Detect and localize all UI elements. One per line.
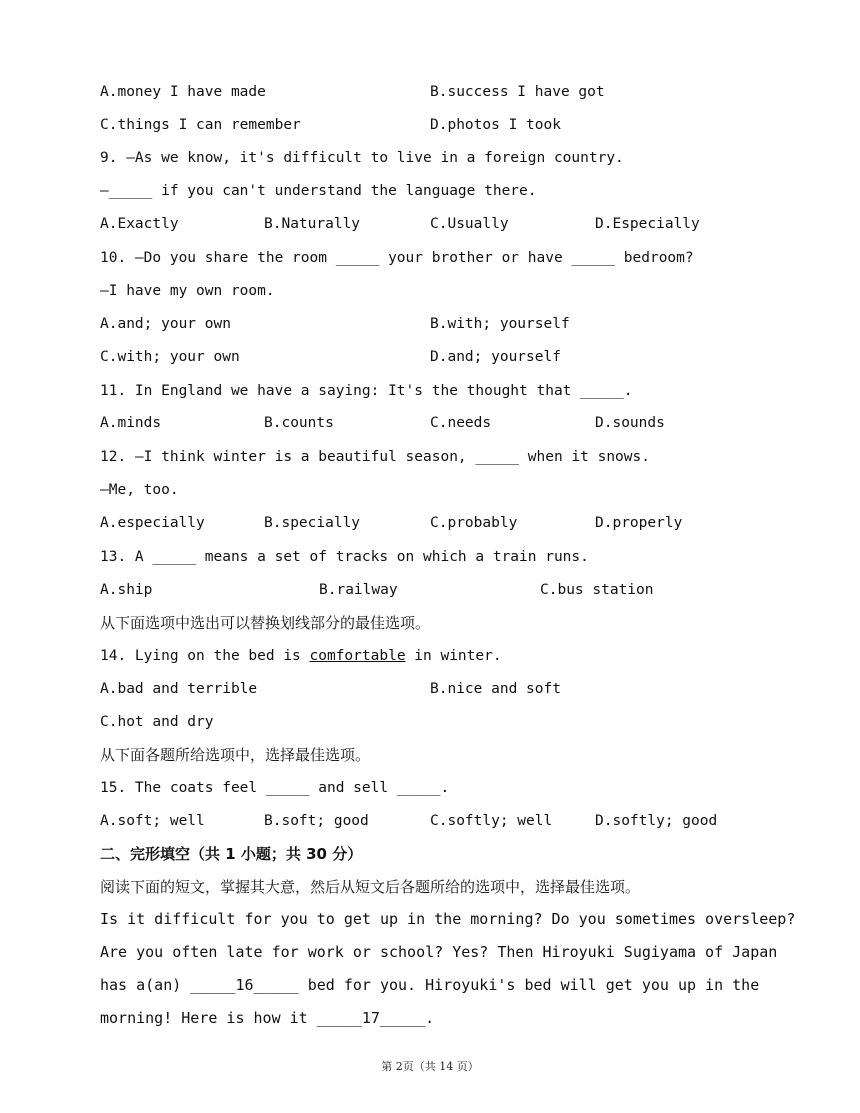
q14-underlined-word: comfortable xyxy=(309,648,406,664)
passage-line: morning! Here is how it _____17_____. xyxy=(100,1009,435,1027)
q14-suffix: in winter. xyxy=(405,648,502,664)
q15-option-a: A.soft; well xyxy=(100,813,205,829)
passage-line: Is it difficult for you to get up in the morning? Do you sometimes oversleep? xyxy=(100,910,796,928)
q8-option-a: A.money I have made xyxy=(100,84,266,100)
page-footer: 第 2页（共 14 页） xyxy=(381,1060,479,1073)
section-title-cloze: 二、完形填空（共 1 小题；共 30 分） xyxy=(100,845,363,863)
q10-option-c: C.with; your own xyxy=(100,349,240,365)
q11-option-a: A.minds xyxy=(100,415,162,431)
q15-option-b: B.soft; good xyxy=(264,813,369,829)
q11-option-d: D.sounds xyxy=(595,415,665,431)
q13-option-c: C.bus station xyxy=(540,582,654,598)
q10-option-a: A.and; your own xyxy=(100,316,231,332)
q9-option-b: B.Naturally xyxy=(264,216,361,232)
q8-option-d: D.photos I took xyxy=(430,117,561,133)
q10-option-b: B.with; yourself xyxy=(430,316,570,332)
q10-stem: 10. —Do you share the room _____ your brother or have _____ bedroom? xyxy=(100,250,694,266)
q11-option-c: C.needs xyxy=(430,415,492,431)
q15-option-d: D.softly; good xyxy=(595,813,718,829)
q9-stem: 9. —As we know, it's difficult to live in a foreign country. xyxy=(100,150,624,166)
q15-stem: 15. The coats feel _____ and sell _____. xyxy=(100,780,450,796)
q11-option-b: B.counts xyxy=(264,415,334,431)
q15-option-c: C.softly; well xyxy=(430,813,553,829)
q10-stem-response: —I have my own room. xyxy=(100,283,275,299)
q13-stem: 13. A _____ means a set of tracks on which a train runs. xyxy=(100,549,589,565)
q12-option-d: D.properly xyxy=(595,515,683,531)
q12-stem-response: —Me, too. xyxy=(100,482,179,498)
q9-option-c: C.Usually xyxy=(430,216,509,232)
q13-option-a: A.ship xyxy=(100,582,153,598)
q13-option-b: B.railway xyxy=(319,582,398,598)
instruction-cloze: 阅读下面的短文，掌握其大意，然后从短文后各题所给的选项中，选择最佳选项。 xyxy=(100,878,641,896)
q14-option-a: A.bad and terrible xyxy=(100,681,258,697)
q8-option-c: C.things I can remember xyxy=(100,117,301,133)
q14-option-c: C.hot and dry xyxy=(100,714,214,730)
q9-option-d: D.Especially xyxy=(595,216,700,232)
q14-option-b: B.nice and soft xyxy=(430,681,561,697)
passage-line: has a(an) _____16_____ bed for you. Hiroyuki's bed will get you up in the xyxy=(100,976,760,994)
passage-line: Are you often late for work or school? Yes? Then Hiroyuki Sugiyama of Japan xyxy=(100,943,778,961)
q11-stem: 11. In England we have a saying: It's the thought that _____. xyxy=(100,383,633,399)
instruction-choose: 从下面各题所给选项中，选择最佳选项。 xyxy=(100,746,371,764)
q12-option-a: A.especially xyxy=(100,515,205,531)
q9-option-a: A.Exactly xyxy=(100,216,179,232)
q12-option-b: B.specially xyxy=(264,515,361,531)
q12-option-c: C.probably xyxy=(430,515,518,531)
instruction-replace: 从下面选项中选出可以替换划线部分的最佳选项。 xyxy=(100,614,431,632)
q10-option-d: D.and; yourself xyxy=(430,349,561,365)
q12-stem: 12. —I think winter is a beautiful season, _____ when it snows. xyxy=(100,449,650,465)
q8-option-b: B.success I have got xyxy=(430,84,605,100)
q9-stem-response: —_____ if you can't understand the language there. xyxy=(100,183,537,199)
q14-prefix: 14. Lying on the bed is xyxy=(100,648,310,664)
q14-stem xyxy=(100,646,502,666)
